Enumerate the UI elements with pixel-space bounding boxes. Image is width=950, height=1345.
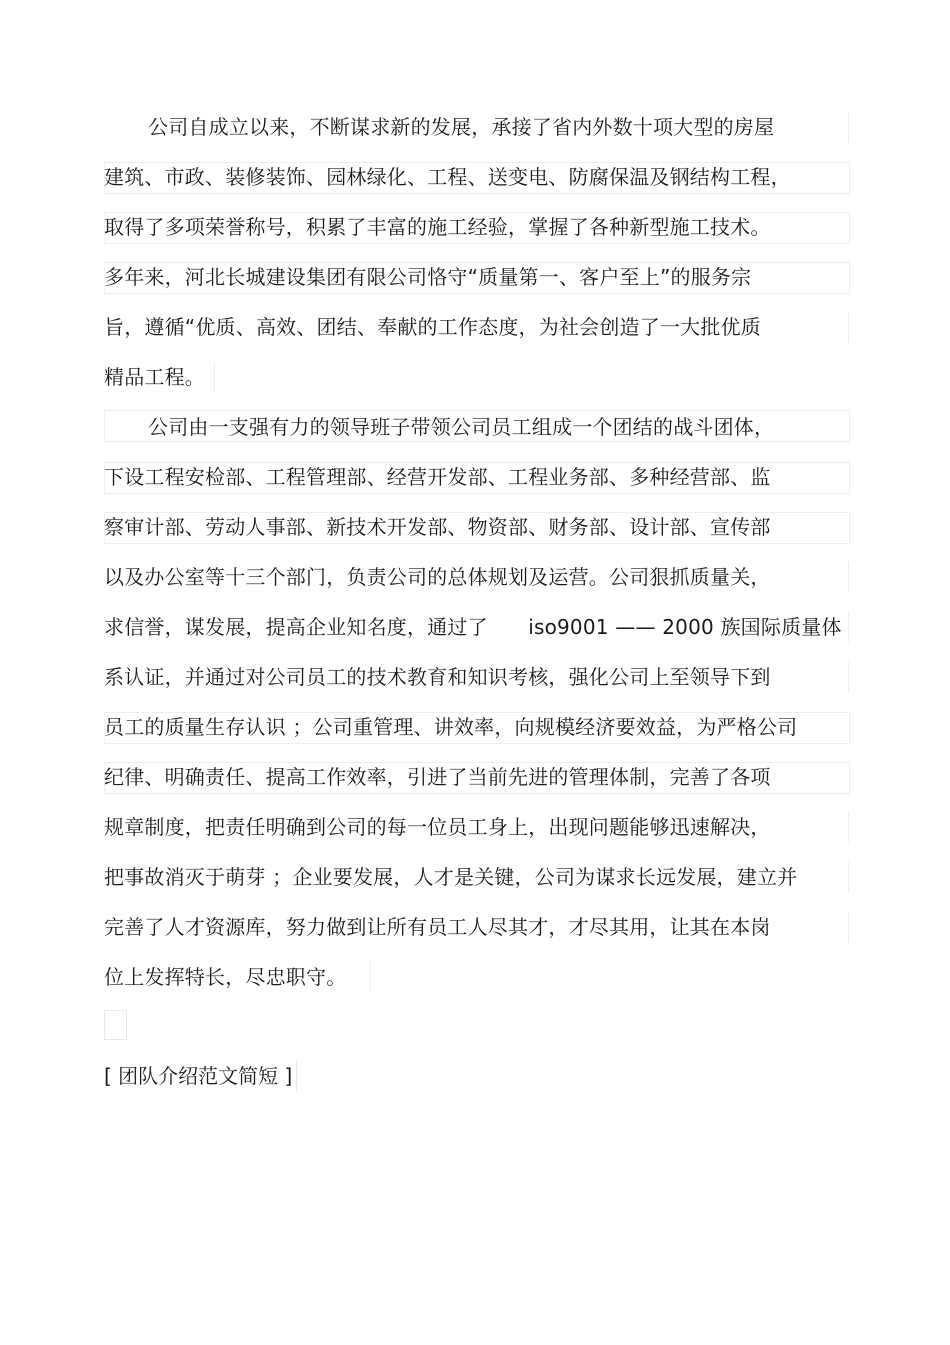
empty-placeholder-box	[104, 1010, 127, 1040]
paragraph2-line-2: 下设工程安检部、工程管理部、经营开发部、工程业务部、多种经营部、监	[104, 465, 771, 489]
footer-title: [ 团队介绍范文简短 ]	[104, 1061, 297, 1091]
paragraph1-line-5: 旨，遵循“优质、高效、团结、奉献的工作态度，为社会创造了一大批优质	[104, 315, 761, 339]
paragraph1-line-6: 精品工程。	[104, 365, 205, 389]
paragraph2-line-11: 完善了人才资源库，努力做到让所有员工人尽其才，才尽其用，让其在本岗	[104, 915, 771, 939]
paragraph2-line-1: 公司由一支强有力的领导班子带领公司员工组成一个团结的战斗团体，	[148, 415, 775, 439]
paragraph1-line-3: 取得了多项荣誉称号，积累了丰富的施工经验，掌握了各种新型施工技术。	[104, 215, 771, 239]
paragraph1-line-1: 公司自成立以来，不断谋求新的发展，承接了省内外数十项大型的房屋	[148, 115, 775, 139]
paragraph2-line-4: 以及办公室等十三个部门，负责公司的总体规划及运营。公司狠抓质量关，	[104, 565, 771, 589]
paragraph2-line-8: 纪律、明确责任、提高工作效率，引进了当前先进的管理体制，完善了各项	[104, 765, 771, 789]
paragraph2-line-5: 求信誉，谋发展，提高企业知名度，通过了 iso9001 —— 2000 族国际质量体	[104, 615, 842, 639]
paragraph2-line-12: 位上发挥特长，尽忠职守。	[104, 965, 347, 989]
paragraph2-line-9: 规章制度，把责任明确到公司的每一位员工身上，出现问题能够迅速解决，	[104, 815, 771, 839]
paragraph2-line-10: 把事故消灭于萌芽 ；企业要发展，人才是关键，公司为谋求长远发展，建立并	[104, 865, 798, 889]
paragraph2-line-6: 系认证，并通过对公司员工的技术教育和知识考核，强化公司上至领导下到	[104, 665, 771, 689]
paragraph2-line-3: 察审计部、劳动人事部、新技术开发部、物资部、财务部、设计部、宣传部	[104, 515, 771, 539]
paragraph1-line-2: 建筑、市政、装修装饰、园林绿化、工程、送变电、防腐保温及钢结构工程，	[104, 165, 791, 189]
paragraph1-line-4: 多年来，河北长城建设集团有限公司恪守“质量第一、客户至上”的服务宗	[104, 265, 752, 289]
paragraph2-line-7: 员工的质量生存认识 ；公司重管理、讲效率，向规模经济要效益，为严格公司	[104, 715, 798, 739]
